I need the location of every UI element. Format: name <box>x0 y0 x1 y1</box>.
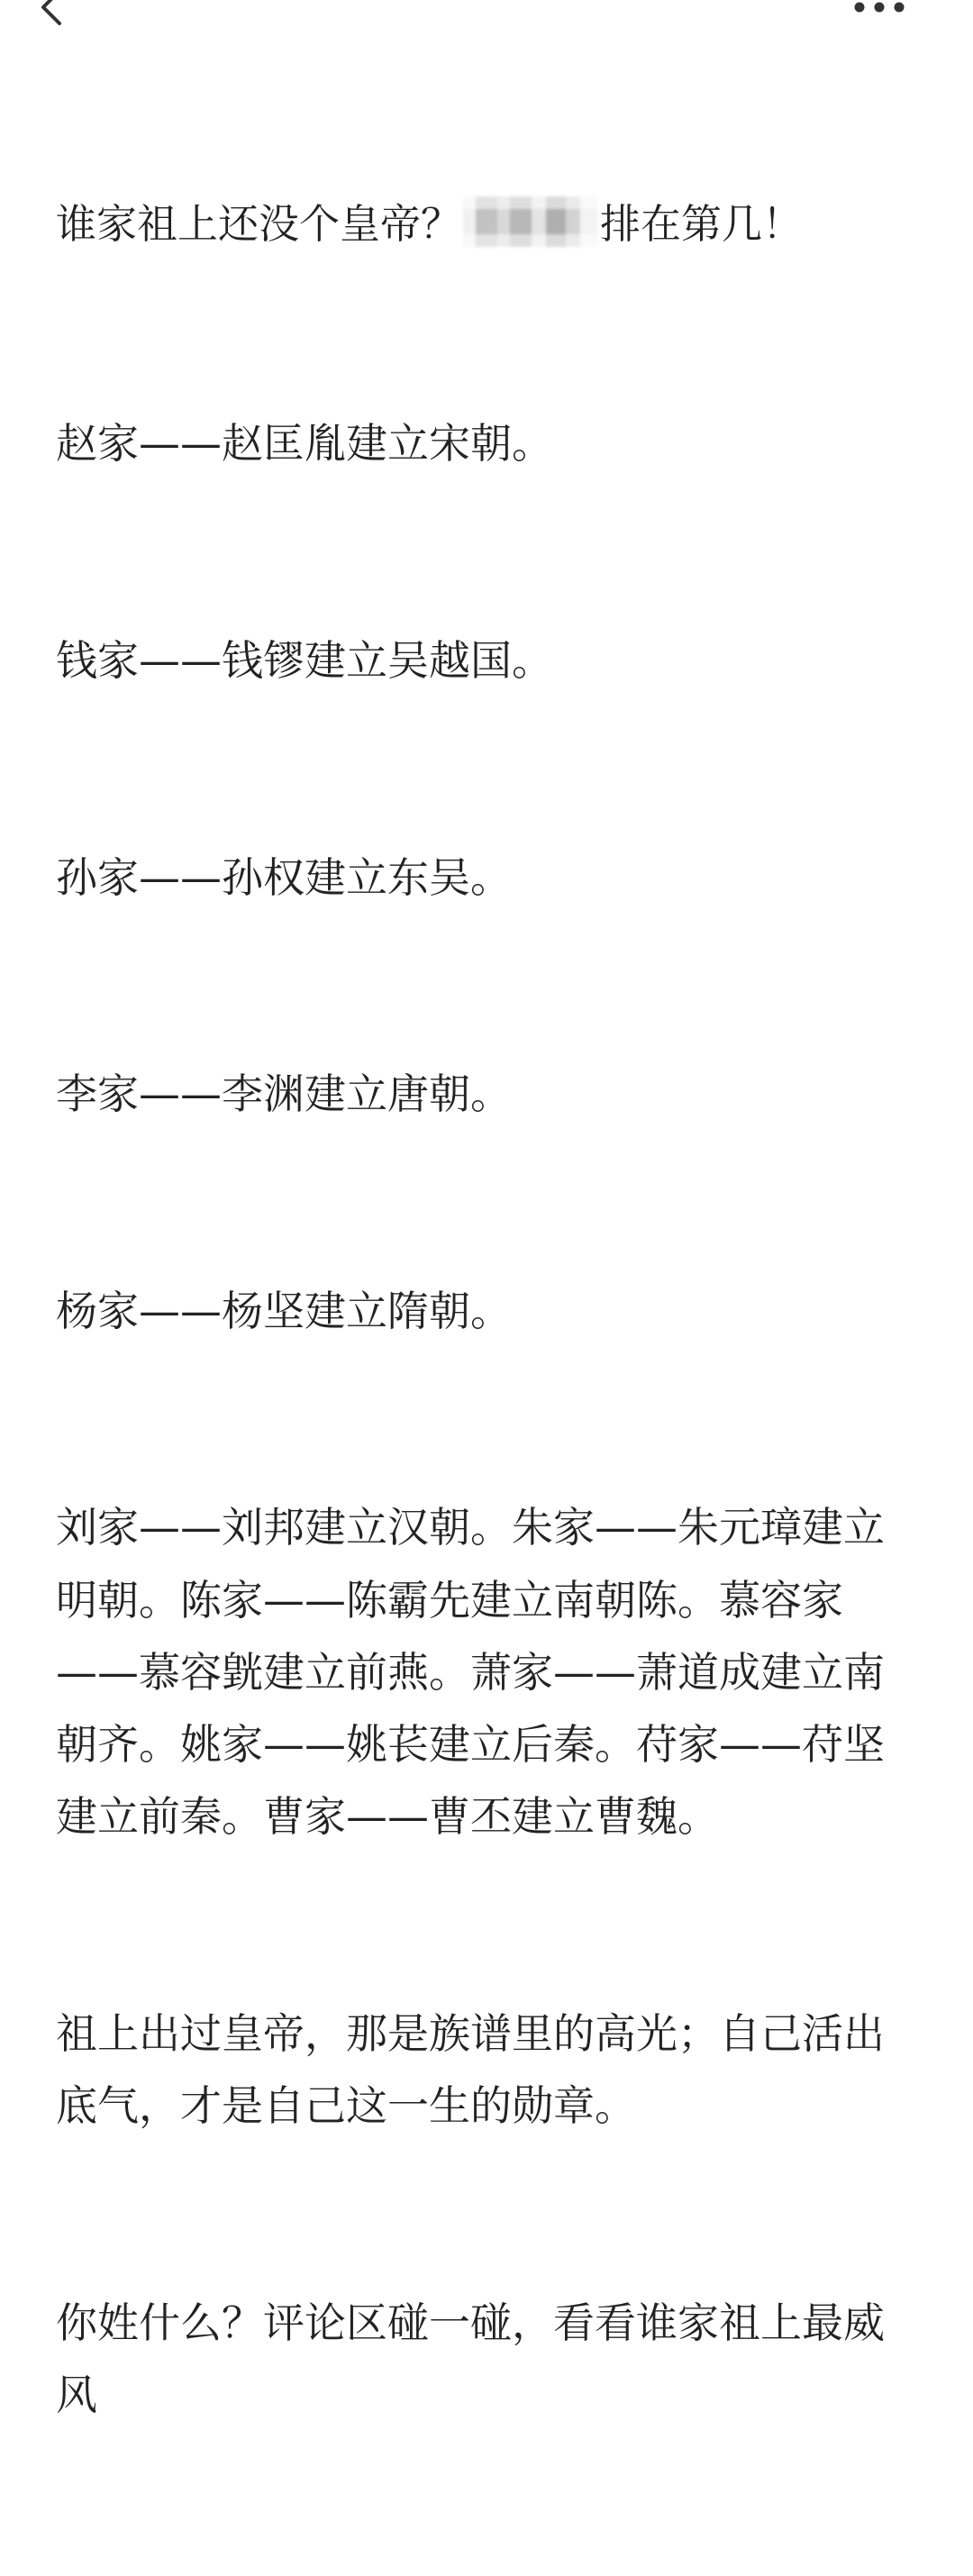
post-body <box>56 263 903 2576</box>
post-paragraph: 赵家——赵匡胤建立宋朝。 <box>56 419 553 469</box>
censored-text-mosaic <box>463 196 598 247</box>
more-options-button[interactable] <box>852 0 910 20</box>
post-paragraph: 钱家——钱镠建立吴越国。 <box>56 636 553 686</box>
post-paragraph: 你姓什么？评论区碰一碰，看看谁家祖上最威风 <box>56 2298 885 2419</box>
chevron-left-icon <box>32 0 72 27</box>
post-paragraph: 杨家——杨坚建立隋朝。 <box>56 1286 512 1335</box>
post-content <box>56 189 903 2576</box>
post-title-prefix: 谁家祖上还没个皇帝？ <box>56 200 462 248</box>
post-title <box>56 189 903 259</box>
back-button[interactable] <box>32 0 72 27</box>
post-paragraph: 孙家——孙权建立东吴。 <box>56 852 512 902</box>
more-horizontal-icon <box>852 0 910 20</box>
post-paragraph: 刘家——刘邦建立汉朝。朱家——朱元璋建立明朝。陈家——陈霸先建立南朝陈。慕容家——慕容皝建立前燕。萧家——萧道成建立南朝齐。姚家——姚苌建立后秦。苻家——苻坚建立前秦。曹家——曹丕建立曹魏。 <box>56 1503 885 1842</box>
post-title-suffix: 排在第几！ <box>600 200 804 248</box>
post-paragraph: 李家——李渊建立唐朝。 <box>56 1070 512 1119</box>
post-paragraph: 祖上出过皇帝，那是族谱里的高光；自己活出底气，才是自己这一生的勋章。 <box>56 2008 885 2131</box>
top-bar <box>0 0 973 54</box>
